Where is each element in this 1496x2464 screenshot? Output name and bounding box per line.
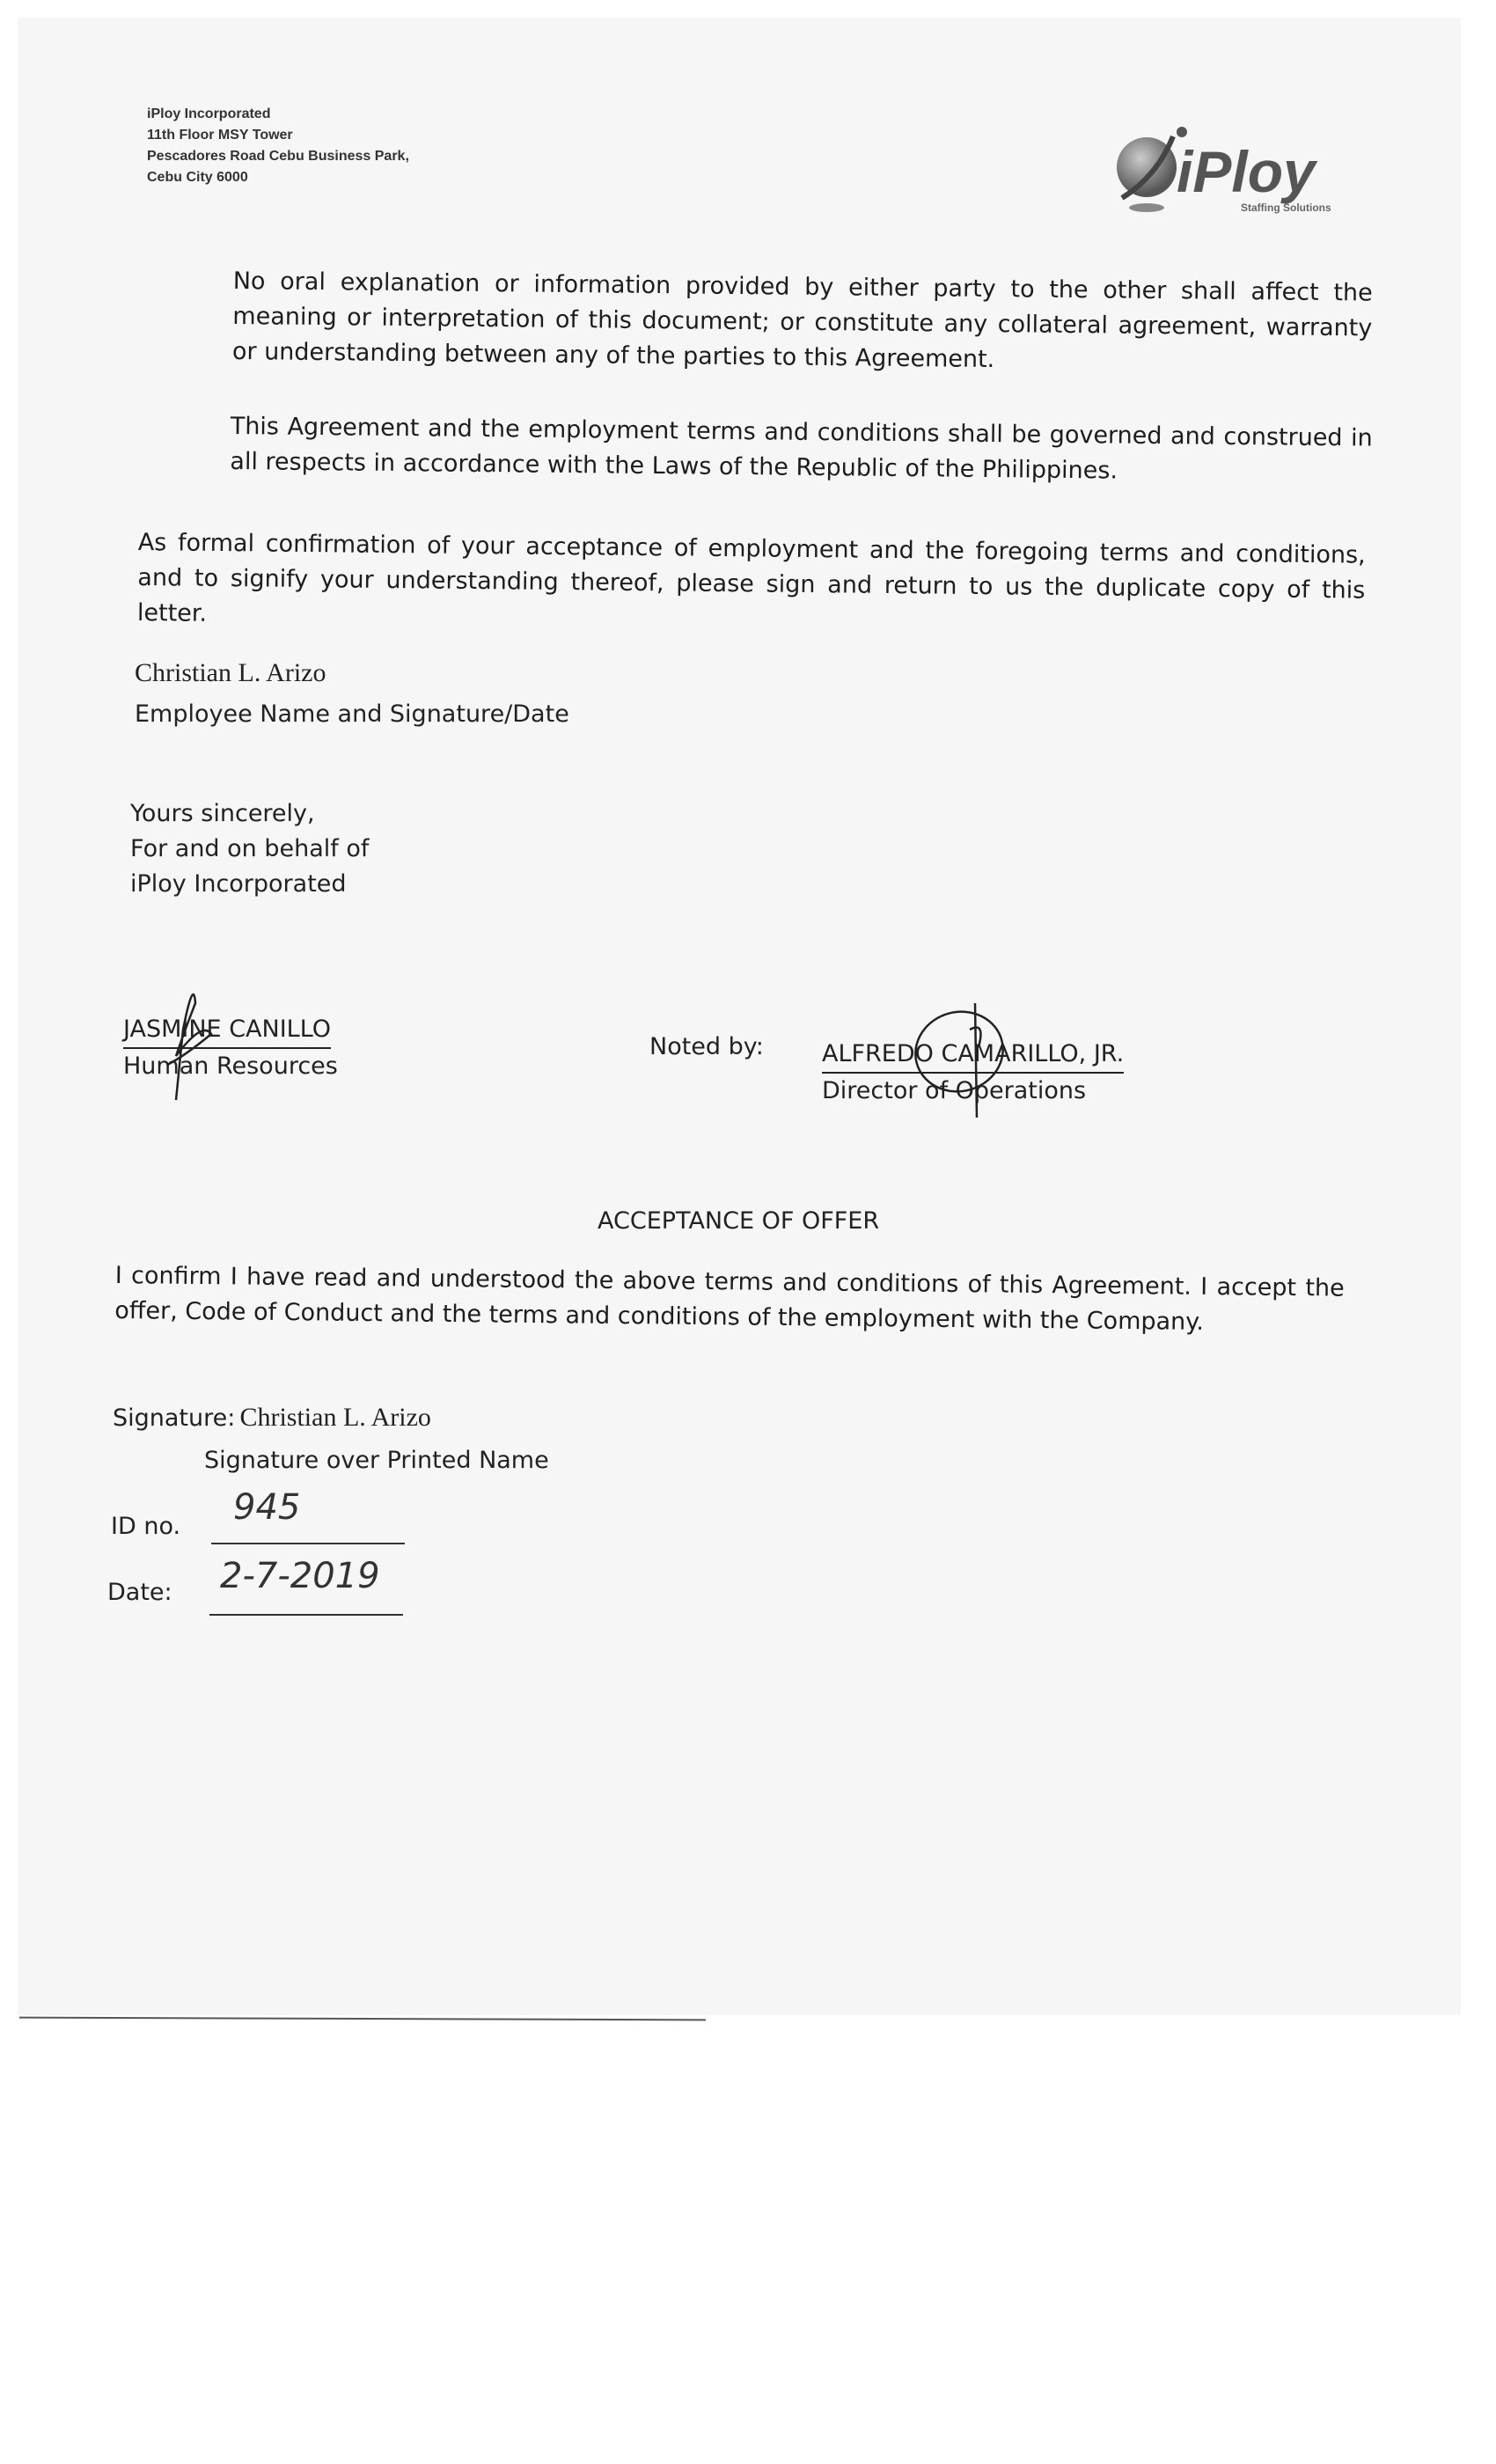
- acceptance-title: ACCEPTANCE OF OFFER: [598, 1207, 880, 1235]
- address-line: Cebu City 6000: [147, 170, 248, 185]
- id-value: 945: [233, 1487, 301, 1528]
- hr-name: JASMINE CANILLO: [123, 1012, 331, 1049]
- id-underline: [211, 1543, 405, 1544]
- paragraph-governing-law: This Agreement and the employment terms and conditions shall be governed and construed in all respects in accordance with the Laws of the Republic of the Philippines.: [230, 412, 1373, 485]
- signature-name: Christian L. Arizo: [239, 1403, 431, 1432]
- noted-by-label: Noted by:: [649, 1033, 764, 1060]
- globe-icon: [1104, 123, 1351, 220]
- address-line: Pescadores Road Cebu Business Park,: [147, 149, 409, 164]
- acceptance-text: I confirm I have read and understood the above terms and conditions of this Agreement. I accept the offer, Code of Conduct and the terms and conditions of the employment with the Company.: [114, 1261, 1345, 1336]
- director-signature: [906, 994, 1021, 1126]
- iploy-logo: [1104, 123, 1351, 220]
- director-name: ALFREDO CAMARILLO, JR.: [822, 1037, 1124, 1074]
- paragraph-confirmation: As formal confirmation of your acceptance of employment and the foregoing terms and conditions, and to signify your understanding thereof, please sign and return to us the duplicate copy of this letter.: [136, 528, 1366, 627]
- date-underline: [209, 1614, 403, 1616]
- closing-line: For and on behalf of: [130, 835, 370, 862]
- date-label: Date:: [107, 1579, 172, 1606]
- svg-text:Staffing Solutions: Staffing Solutions: [1241, 202, 1331, 214]
- address-line: 11th Floor MSY Tower: [147, 128, 293, 143]
- closing-line: iPloy Incorporated: [130, 870, 347, 898]
- date-value: 2-7-2019: [220, 1556, 380, 1596]
- id-label: ID no.: [111, 1513, 181, 1540]
- closing: [130, 796, 369, 902]
- paragraph-oral-explanation: No oral explanation or information provided by either party to the other shall affect the meaning or interpretation of this document; or constitute any collateral agreement, warranty or understanding between any of the parties to this Agreement.: [231, 267, 1373, 374]
- address-line: iPloy Incorporated: [147, 106, 271, 121]
- hr-signature: [150, 968, 229, 1118]
- director-title: Director of Operations: [822, 1077, 1087, 1104]
- closing-line: Yours sincerely,: [130, 800, 315, 827]
- signature-caption: Signature over Printed Name: [204, 1447, 549, 1474]
- hr-title: Human Resources: [123, 1052, 338, 1080]
- company-address: [147, 104, 409, 188]
- employee-name: Christian L. Arizo: [135, 658, 326, 687]
- signature-label: Signature:: [113, 1404, 236, 1432]
- employee-label: Employee Name and Signature/Date: [135, 700, 569, 728]
- svg-text:iPloy: iPloy: [1177, 139, 1316, 204]
- page-edge-line: [19, 2017, 706, 2021]
- signature-line: [113, 1401, 431, 1436]
